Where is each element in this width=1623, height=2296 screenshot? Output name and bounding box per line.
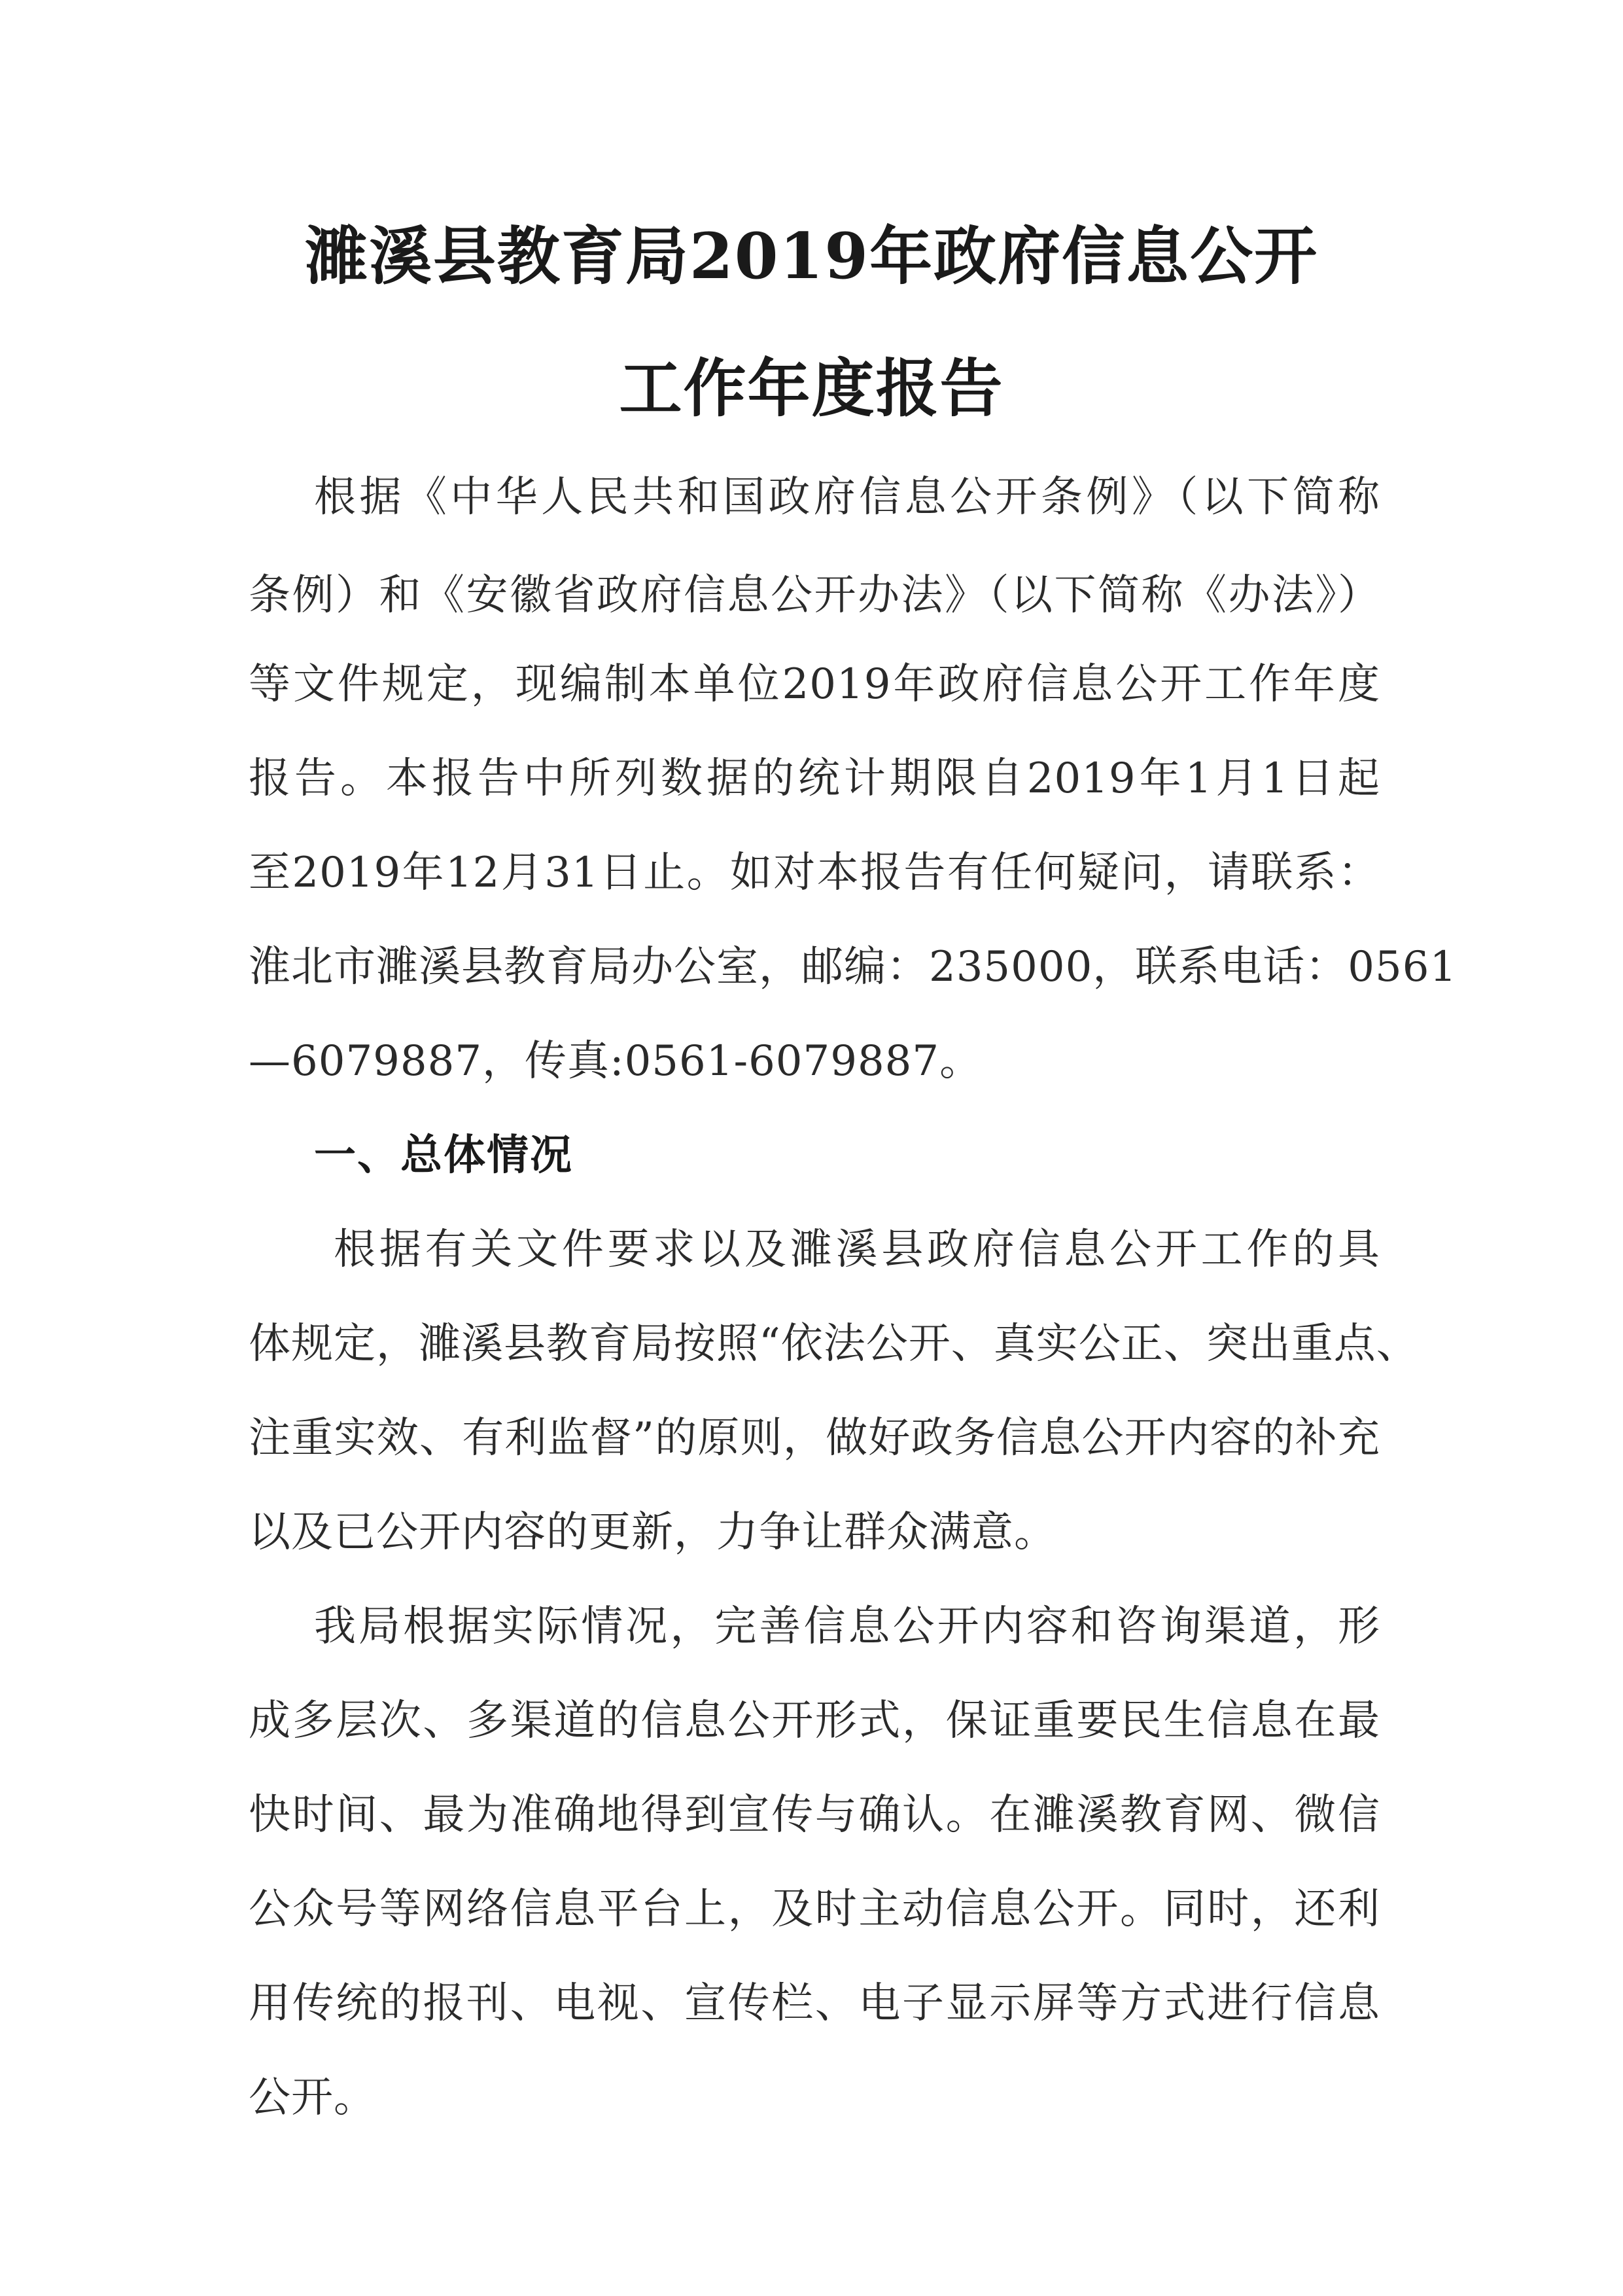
section1-para2-line-6: 公开。 xyxy=(249,2074,376,2122)
intro-line-4: 报告。本报告中所列数据的统计期限自2019年1月1日起 xyxy=(249,754,1380,803)
section-heading-overview: 一、总体情况 xyxy=(314,1131,573,1180)
document-title-line-2: 工作年度报告 xyxy=(619,351,1004,425)
section1-para2-line-2: 成多层次、多渠道的信息公开形式，保证重要民生信息在最 xyxy=(249,1697,1380,1745)
section1-para1-line-1: 根据有关文件要求以及濉溪县政府信息公开工作的具 xyxy=(334,1226,1380,1274)
section1-para1-line-2: 体规定，濉溪县教育局按照“依法公开、真实公正、突出重点、 xyxy=(249,1320,1419,1368)
section1-para2-line-1: 我局根据实际情况，完善信息公开内容和咨询渠道，形 xyxy=(314,1602,1380,1651)
intro-line-6: 淮北市濉溪县教育局办公室，邮编：235000，联系电话：0561 xyxy=(249,943,1457,991)
intro-line-7: —6079887，传真:0561-6079887。 xyxy=(249,1037,983,1086)
intro-line-1: 根据《中华人民共和国政府信息公开条例》（以下简称 xyxy=(314,473,1380,521)
section1-para2-line-3: 快时间、最为准确地得到宣传与确认。在濉溪教育网、微信 xyxy=(249,1791,1380,1839)
intro-line-2: 条例）和《安徽省政府信息公开办法》（以下简称《办法》） xyxy=(249,571,1380,620)
intro-line-5: 至2019年12月31日止。如对本报告有任何疑问，请联系： xyxy=(249,849,1380,897)
section1-para2-line-4: 公众号等网络信息平台上，及时主动信息公开。同时，还利 xyxy=(249,1885,1380,1934)
section1-para1-line-4: 以及已公开内容的更新，力争让群众满意。 xyxy=(249,1508,1056,1557)
section1-para2-line-5: 用传统的报刊、电视、宣传栏、电子显示屏等方式进行信息 xyxy=(249,1979,1380,2028)
section1-para1-line-3: 注重实效、有利监督”的原则，做好政务信息公开内容的补充 xyxy=(249,1414,1380,1462)
intro-line-3: 等文件规定，现编制本单位2019年政府信息公开工作年度 xyxy=(249,660,1380,709)
document-title-line-1: 濉溪县教育局2019年政府信息公开 xyxy=(304,219,1319,293)
